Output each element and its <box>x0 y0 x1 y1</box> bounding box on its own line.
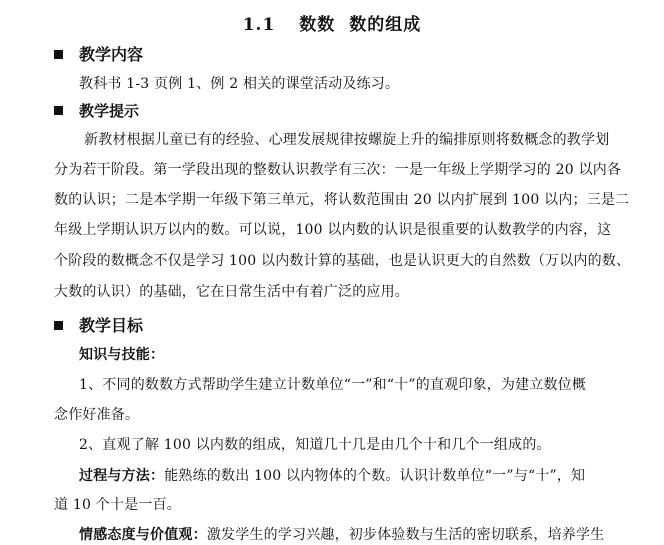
heading-teaching-content <box>54 42 143 65</box>
hints-line-6: 大数的认识）的基础，它在日常生活中有着广泛的应用。 <box>54 284 409 300</box>
process-method-label: 过程与方法： <box>79 468 165 484</box>
process-method-text: 能熟练的数出 100 以内物体的个数。认识计数单位“一”与“十”，知 <box>164 468 586 484</box>
knowledge-line-1: 1、不同的数数方式帮助学生建立计数单位“一”和“十”的直观印象，为建立数位概 <box>79 377 587 393</box>
heading-teaching-goals <box>54 313 143 336</box>
title-part-counting: 数数 <box>299 15 336 35</box>
bullet-square-icon <box>54 321 63 330</box>
hints-line-4: 年级上学期认识万以内的数。可以说，100 以内数的认识是很重要的认数教学的内容，这 <box>54 222 612 238</box>
title-part-composition: 数的组成 <box>349 15 422 35</box>
emotion-values-text: 激发学生的学习兴趣，初步体验数与生活的密切联系，培养学生 <box>206 527 605 543</box>
section-title <box>0 10 664 35</box>
bullet-square-icon <box>54 106 63 115</box>
knowledge-line-2: 念作好准备。 <box>54 407 140 423</box>
teaching-content-text: 教科书 1-3 页例 1、例 2 相关的课堂活动及练习。 <box>79 76 400 92</box>
knowledge-line-3: 2、直观了解 100 以内数的组成，知道几十几是由几个十和几个一组成的。 <box>79 437 551 453</box>
hints-line-2: 分为若干阶段。第一学段出现的整数认识教学有三次：一是一年级上学期学习的 20 以内各 <box>54 162 622 178</box>
heading-teaching-content-label: 教学内容 <box>79 45 144 64</box>
heading-teaching-goals-label: 教学目标 <box>79 316 144 335</box>
emotion-values-label: 情感态度与价值观： <box>79 527 207 543</box>
section-number: 1.1 <box>242 15 276 35</box>
knowledge-skills-label: 知识与技能： <box>79 347 165 363</box>
process-method-line <box>79 465 585 485</box>
hints-line-3: 数的认识；二是本学期一年级下第三单元，将认数范围由 20 以内扩展到 100 以内；三是二 <box>54 192 630 208</box>
process-method-cont: 道 10 个十是一百。 <box>54 497 181 513</box>
emotion-values-line <box>79 524 604 544</box>
hints-line-1: 新教材根据儿童已有的经验、心理发展规律按螺旋上升的编排原则将数概念的教学划 <box>84 132 610 148</box>
heading-teaching-hints <box>54 100 139 121</box>
heading-teaching-hints-label: 教学提示 <box>79 102 140 120</box>
hints-line-5: 个阶段的数概念不仅是学习 100 以内数计算的基础，也是认识更大的自然数（万以内的数、 <box>54 253 631 269</box>
bullet-square-icon <box>54 50 63 59</box>
